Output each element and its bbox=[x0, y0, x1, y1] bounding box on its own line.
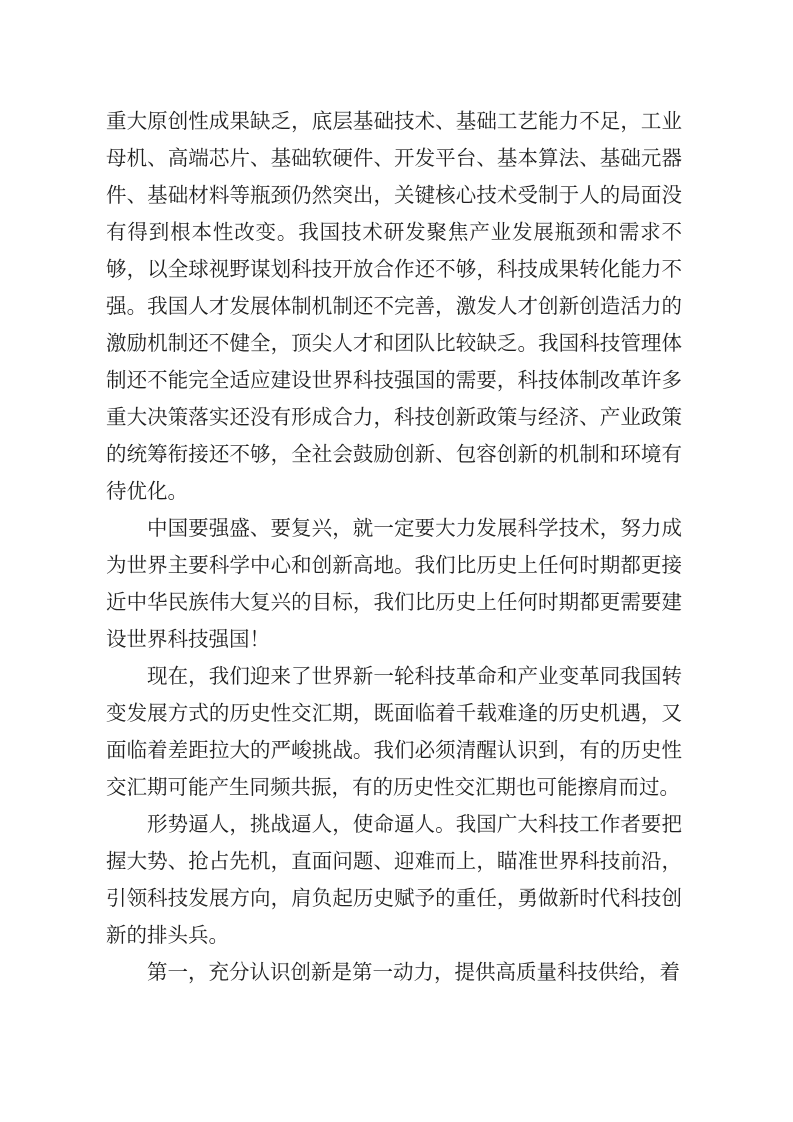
text-body bbox=[106, 104, 682, 992]
paragraph: 第一，充分认识创新是第一动力，提供高质量科技供给，着 bbox=[147, 962, 680, 984]
paragraph: 形势逼人，挑战逼人，使命逼人。我国广大科技工作者要把握大势、抢占先机，直面问题、迎难而上，瞄准世界科技前沿，引领科技发展方向，肩负起历史赋予的重任，勇做新时代科技创新的排头兵。 bbox=[106, 814, 682, 947]
paragraph: 现在，我们迎来了世界新一轮科技革命和产业变革同我国转变发展方式的历史性交汇期，既面临着千载难逢的历史机遇，又面临着差距拉大的严峻挑战。我们必须清醒认识到，有的历史性交汇期可能产生同频共振，有的历史性交汇期也可能擦肩而过。 bbox=[106, 666, 682, 799]
paragraph-continuation: 重大原创性成果缺乏，底层基础技术、基础工艺能力不足，工业母机、高端芯片、基础软硬件、开发平台、基本算法、基础元器件、基础材料等瓶颈仍然突出，关键核心技术受制于人的局面没有得到根本性改变。我国技术研发聚焦产业发展瓶颈和需求不够，以全球视野谋划科技开放合作还不够，科技成果转化能力不强。我国人才发展体制机制还不完善，激发人才创新创造活力的激励机制还不健全，顶尖人才和团队比较缺乏。我国科技管理体制还不能完全适应建设世界科技强国的需要，科技体制改革许多重大决策落实还没有形成合力，科技创新政策与经济、产业政策的统筹衔接还不够，全社会鼓励创新、包容创新的机制和环境有待优化。 bbox=[106, 111, 682, 503]
paragraph: 中国要强盛、要复兴，就一定要大力发展科学技术，努力成为世界主要科学中心和创新高地。我们比历史上任何时期都更接近中华民族伟大复兴的目标，我们比历史上任何时期都更需要建设世界科技强国！ bbox=[106, 518, 682, 651]
